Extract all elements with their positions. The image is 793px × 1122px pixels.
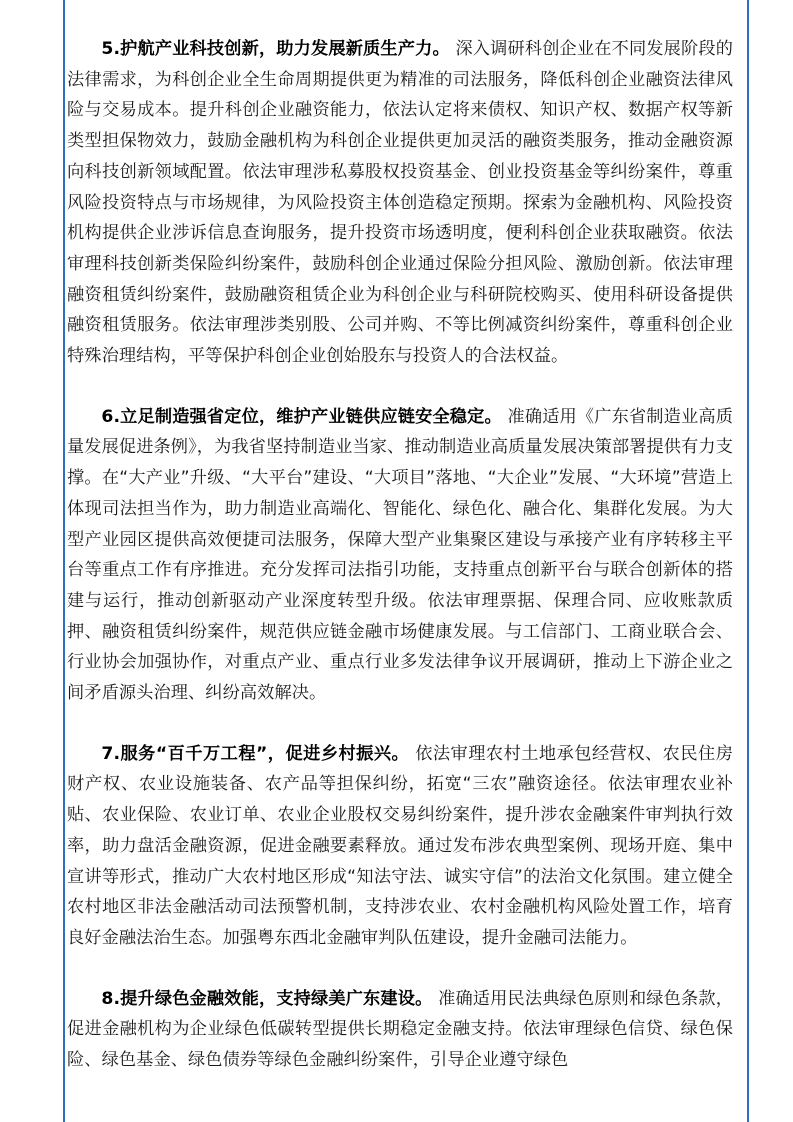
section-heading: 7.服务“百千万工程”，促进乡村振兴。 [101, 743, 410, 764]
section-body: 准确适用民法典绿色原则和绿色条款，促进金融机构为企业绿色低碳转型提供长期稳定金融支持。依法审理绿色信贷、绿色保险、绿色基金、绿色债券等绿色金融纠纷案件，引导企业遵守绿色 [67, 988, 733, 1071]
section-paragraph [67, 739, 733, 954]
section-paragraph [67, 402, 733, 709]
right-margin-rule [747, 0, 749, 1122]
section-paragraph [67, 34, 733, 372]
section-paragraph [67, 984, 733, 1076]
section-body: 依法审理农村土地承包经营权、农民住房财产权、农业设施装备、农产品等担保纠纷，拓宽“三农”融资途径。依法审理农业补贴、农业保险、农业订单、农业企业股权交易纠纷案件，提升涉农金融案件审判执行效率，助力盘活金融资源，促进金融要素释放。通过发布涉农典型案例、现场开庭、集中宣讲等形式，推动广大农村地区形成“知法守法、诚实守信”的法治文化氛围。建立健全农村地区非法金融活动司法预警机制，支持涉农业、农村金融机构风险处置工作，培育良好金融法治生态。加强粤东西北金融审判队伍建设，提升金融司法能力。 [67, 743, 733, 948]
section-heading: 8.提升绿色金融效能，支持绿美广东建设。 [101, 988, 433, 1009]
section-body: 深入调研科创企业在不同发展阶段的法律需求，为科创企业全生命周期提供更为精准的司法服务，降低科创企业融资法律风险与交易成本。提升科创企业融资能力，依法认定将来债权、知识产权、数据产权等新类型担保物效力，鼓励金融机构为科创企业提供更加灵活的融资类服务，推动金融资源向科技创新领域配置。依法审理涉私募股权投资基金、创业投资基金等纠纷案件，尊重风险投资特点与市场规律，为风险投资主体创造稳定预期。探索为金融机构、风险投资机构提供企业涉诉信息查询服务，提升投资市场透明度，便利科创企业获取融资。依法审理科技创新类保险纠纷案件，鼓励科创企业通过保险分担风险、激励创新。依法审理融资租赁纠纷案件，鼓励融资租赁企业为科创企业与科研院校购买、使用科研设备提供融资租赁服务。依法审理涉类别股、公司并购、不等比例减资纠纷案件，尊重科创企业特殊治理结构，平等保护科创企业创始股东与投资人的合法权益。 [67, 39, 733, 367]
section-heading: 6.立足制造强省定位，维护产业链供应链安全稳定。 [101, 406, 502, 427]
section-heading: 5.护航产业科技创新，助力发展新质生产力。 [101, 39, 450, 59]
left-margin-rule [63, 0, 65, 1122]
section-body: 准确适用《广东省制造业高质量发展促进条例》，为我省坚持制造业当家、推动制造业高质量发展决策部署提供有力支撑。在“大产业”升级、“大平台”建设、“大项目”落地、“大企业”发展、“大环境”营造上体现司法担当作为，助力制造业高端化、智能化、绿色化、融合化、集群化发展。为大型产业园区提供高效便捷司法服务，保障大型产业集聚区建设与承接产业有序转移主平台等重点工作有序推进。充分发挥司法指引功能，支持重点创新平台与联合创新体的搭建与运行，推动创新驱动产业深度转型升级。依法审理票据、保理合同、应收账款质押、融资租赁纠纷案件，规范供应链金融市场健康发展。与工信部门、工商业联合会、行业协会加强协作，对重点产业、重点行业多发法律争议开展调研，推动上下游企业之间矛盾源头治理、纠纷高效解决。 [67, 406, 733, 704]
document-body [67, 34, 733, 1106]
